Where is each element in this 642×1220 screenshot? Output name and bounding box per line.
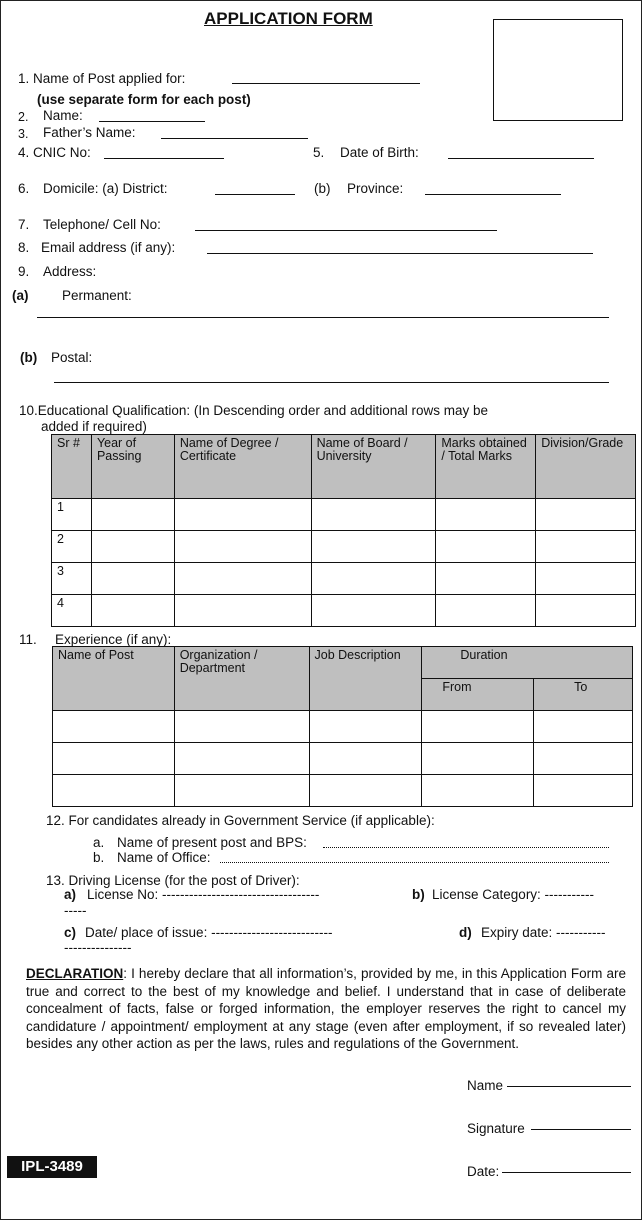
header-degree: Name of Degree / Certificate: [174, 435, 311, 499]
signature-field[interactable]: [531, 1129, 631, 1130]
cell[interactable]: [311, 531, 436, 563]
q9-a-marker: (a): [12, 288, 29, 303]
cell[interactable]: [174, 711, 309, 743]
q13-label: 13. Driving License (for the post of Driver):: [46, 873, 300, 888]
cell[interactable]: [422, 743, 534, 775]
cell[interactable]: [174, 775, 309, 807]
table-row: [52, 499, 636, 531]
header-sr: Sr #: [52, 435, 92, 499]
declaration-text: : I hereby declare that all information’s, provided by me, in this Application Form are true and correct to the best of my knowledge and belief. I understand that in case of deliberate concealment of facts, false or forged information, the employer reserves the right to cancel my candidature / appointment/ employment at any stage (even after employment, if so revealed later) besides any other action as per the laws, rules and regulations of the Government.: [26, 966, 626, 1051]
q12-b-marker: b.: [93, 850, 105, 865]
signature-label: Signature: [467, 1121, 525, 1136]
header-duration: Duration: [422, 647, 633, 679]
row-number: 2: [52, 531, 92, 563]
q7-label: Telephone/ Cell No:: [43, 217, 161, 232]
q10-label-line1: 10.Educational Qualification: (In Descending order and additional rows may be: [19, 403, 489, 418]
date-field[interactable]: [502, 1172, 631, 1173]
dob-field[interactable]: [448, 158, 594, 159]
cell[interactable]: [91, 531, 174, 563]
cell[interactable]: [422, 775, 534, 807]
cnic-field[interactable]: [104, 158, 224, 159]
district-field[interactable]: [215, 194, 295, 195]
present-post-label: Name of present post and BPS:: [117, 835, 307, 850]
license-category-field[interactable]: License Category: -----------: [432, 887, 595, 902]
table-row: [52, 531, 636, 563]
expiry-date-field[interactable]: Expiry date: -----------: [481, 925, 606, 940]
header-organization: Organization / Department: [174, 647, 309, 711]
header-marks: Marks obtained / Total Marks: [436, 435, 536, 499]
q8-number: 8.: [18, 240, 30, 255]
q12-a-marker: a.: [93, 835, 105, 850]
q6-b-marker: (b): [314, 181, 331, 196]
header-board: Name of Board / University: [311, 435, 436, 499]
cell[interactable]: [436, 563, 536, 595]
q1-note: (use separate form for each post): [37, 92, 251, 107]
name-field[interactable]: [99, 121, 205, 122]
q9-label: Address:: [43, 264, 97, 279]
cell[interactable]: [91, 499, 174, 531]
permanent-address-field[interactable]: [37, 317, 609, 318]
table-row: [53, 743, 633, 775]
q7-number: 7.: [18, 217, 30, 232]
cell[interactable]: [174, 531, 311, 563]
cell[interactable]: [311, 563, 436, 595]
postal-label: Postal:: [51, 350, 93, 365]
header-from: From: [422, 679, 534, 711]
cell[interactable]: [174, 743, 309, 775]
cell[interactable]: [536, 499, 636, 531]
sign-name-field[interactable]: [507, 1086, 631, 1087]
row-number: 1: [52, 499, 92, 531]
cell[interactable]: [534, 743, 633, 775]
present-post-field[interactable]: [323, 847, 609, 848]
q13-a-marker: a): [64, 887, 77, 902]
q11-number: 11.: [19, 632, 37, 647]
cell[interactable]: [53, 775, 175, 807]
q2-label: Name:: [43, 108, 83, 123]
cell[interactable]: [311, 499, 436, 531]
table-row: [52, 563, 636, 595]
cell[interactable]: [174, 595, 311, 627]
cell[interactable]: [436, 531, 536, 563]
q12-label: 12. For candidates already in Government Service (if applicable):: [46, 813, 435, 828]
province-field[interactable]: [425, 194, 561, 195]
cell[interactable]: [436, 499, 536, 531]
cell[interactable]: [174, 499, 311, 531]
cell[interactable]: [309, 775, 422, 807]
license-category-continuation: -----: [64, 903, 87, 918]
office-field[interactable]: [220, 862, 609, 863]
q1-label: 1. Name of Post applied for:: [18, 71, 186, 86]
date-place-field[interactable]: Date/ place of issue: ---------------------------: [85, 925, 333, 940]
table-row: [53, 711, 633, 743]
father-name-field[interactable]: [161, 138, 308, 139]
header-job-description: Job Description: [309, 647, 422, 711]
cell[interactable]: [534, 775, 633, 807]
q11-label: Experience (if any):: [55, 632, 172, 647]
q6-label: Domicile: (a) District:: [43, 181, 168, 196]
license-no-field[interactable]: License No: -----------------------------------: [87, 887, 320, 902]
q2-number: 2.: [18, 110, 29, 124]
table-row: [52, 595, 636, 627]
education-table: [51, 434, 636, 627]
table-row: [53, 775, 633, 807]
cell[interactable]: [536, 595, 636, 627]
cell[interactable]: [309, 743, 422, 775]
header-year: Year of Passing: [91, 435, 174, 499]
permanent-label: Permanent:: [62, 288, 132, 303]
photo-box[interactable]: [493, 19, 623, 121]
q9-b-marker: (b): [20, 350, 38, 365]
q3-number: 3.: [18, 127, 29, 141]
cell[interactable]: [536, 563, 636, 595]
header-division: Division/Grade: [536, 435, 636, 499]
cell[interactable]: [309, 711, 422, 743]
q5-label: Date of Birth:: [340, 145, 419, 160]
cell[interactable]: [174, 563, 311, 595]
q5-number: 5.: [313, 145, 325, 160]
row-number: 4: [52, 595, 92, 627]
cell[interactable]: [536, 531, 636, 563]
q10-label-line2: added if required): [41, 419, 147, 434]
cell[interactable]: [91, 563, 174, 595]
cell[interactable]: [53, 711, 175, 743]
q13-d-marker: d): [459, 925, 472, 940]
q6-number: 6.: [18, 181, 30, 196]
declaration-heading: DECLARATION: [26, 966, 124, 981]
form-title: APPLICATION FORM: [204, 9, 373, 28]
office-label: Name of Office:: [117, 850, 211, 865]
cell[interactable]: [534, 711, 633, 743]
post-applied-field[interactable]: [232, 83, 420, 84]
header-to: To: [534, 679, 633, 711]
phone-field[interactable]: [195, 230, 497, 231]
header-post: Name of Post: [53, 647, 175, 711]
sign-name-label: Name: [467, 1078, 504, 1093]
province-label: Province:: [347, 181, 404, 196]
q13-c-marker: c): [64, 925, 77, 940]
declaration: [26, 965, 626, 1053]
cell[interactable]: [53, 743, 175, 775]
email-field[interactable]: [207, 253, 593, 254]
date-label: Date:: [467, 1164, 500, 1179]
expiry-date-continuation: ---------------: [64, 940, 132, 955]
postal-address-field[interactable]: [54, 382, 609, 383]
cell[interactable]: [91, 595, 174, 627]
reference-badge: IPL-3489: [7, 1156, 97, 1178]
q8-label: Email address (if any):: [41, 240, 176, 255]
cell[interactable]: [422, 711, 534, 743]
cell[interactable]: [436, 595, 536, 627]
q3-label: Father’s Name:: [43, 125, 136, 140]
cell[interactable]: [311, 595, 436, 627]
q9-number: 9.: [18, 264, 30, 279]
q4-label: 4. CNIC No:: [18, 145, 91, 160]
q13-b-marker: b): [412, 887, 425, 902]
experience-table: [52, 646, 633, 807]
row-number: 3: [52, 563, 92, 595]
